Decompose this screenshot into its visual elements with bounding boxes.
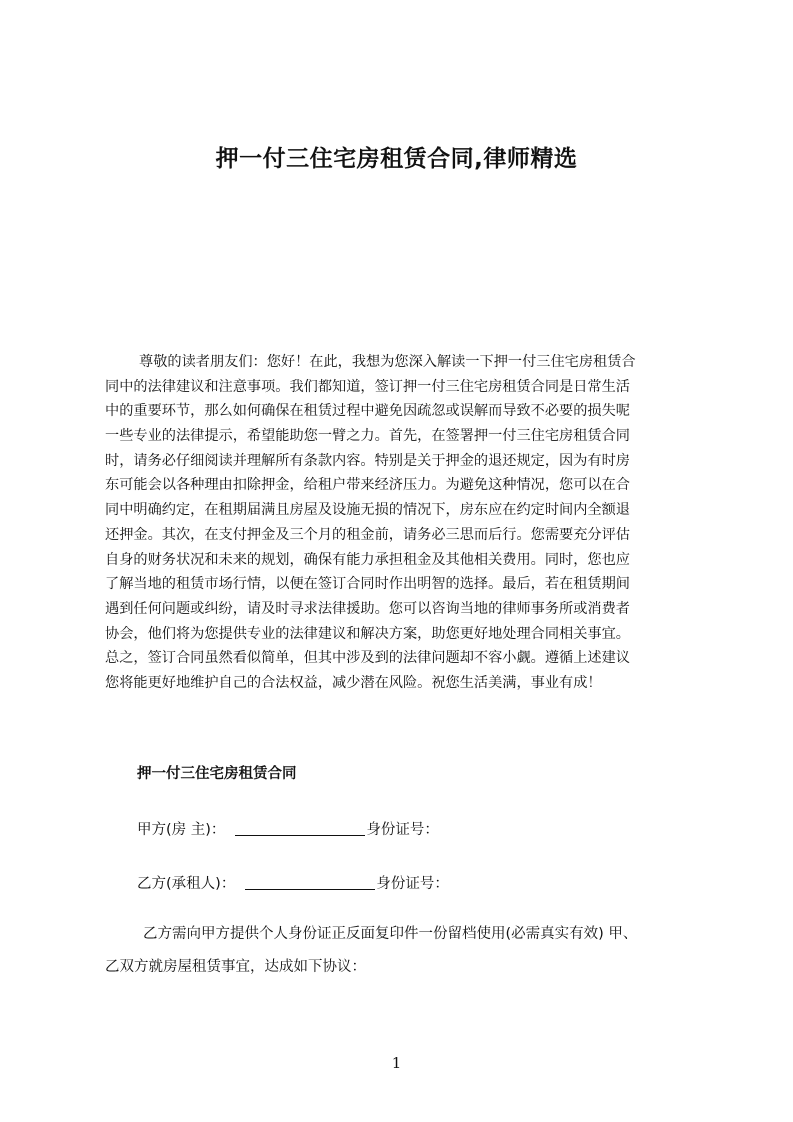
intro-line: 时，请务必仔细阅读并理解所有条款内容。特别是关于押金的退还规定，因为有时房: [105, 452, 630, 469]
intro-line: 协会，他们将为您提供专业的法律建议和解决方案，助您更好地处理合同相关事宜。: [105, 625, 630, 642]
agreement-line: 乙方需向甲方提供个人身份证正反面复印件一份留档使用(必需真实有效) 甲、: [143, 926, 638, 942]
intro-line: 遇到任何问题或纠纷，请及时寻求法律援助。您可以咨询当地的律师事务所或消费者: [105, 600, 630, 617]
party-b-blank-field: [245, 875, 375, 890]
intro-line: 东可能会以各种理由扣除押金，给租户带来经济压力。为避免这种情况，您可以在合: [105, 477, 630, 494]
document-title: 押一付三住宅房租赁合同,律师精选: [215, 146, 578, 172]
party-a-id-label: 身份证号：: [366, 822, 439, 838]
intro-line: 同中明确约定，在租期届满且房屋及设施无损的情况下，房东应在约定时间内全额退: [105, 502, 630, 519]
party-a-row: [137, 818, 439, 839]
intro-line: 中的重要环节，那么如何确保在租赁过程中避免因疏忽或误解而导致不必要的损失呢: [105, 403, 630, 420]
page-number: 1: [391, 1054, 402, 1072]
intro-line: 尊敬的读者朋友们：您好！在此，我想为您深入解读一下押一付三住宅房租赁合: [139, 354, 636, 370]
party-b-label: 乙方(承租人)：: [137, 876, 236, 892]
intro-line: 总之，签订合同虽然看似简单，但其中涉及到的法律问题却不容小觑。遵循上述建议: [105, 650, 630, 667]
intro-line: 了解当地的租赁市场行情，以便在签订合同时作出明智的选择。最后，若在租赁期间: [105, 576, 630, 593]
agreement-line: 乙双方就房屋租赁事宜，达成如下协议：: [105, 959, 366, 975]
intro-line: 还押金。其次，在支付押金及三个月的租金前，请务必三思而后行。您需要充分评估: [105, 526, 630, 543]
party-b-row: [137, 872, 449, 893]
party-a-blank-field: [235, 821, 365, 836]
party-b-id-label: 身份证号：: [376, 876, 449, 892]
party-a-label: 甲方(房 主)：: [137, 822, 226, 838]
intro-line: 同中的法律建议和注意事项。我们都知道，签订押一付三住宅房租赁合同是日常生活: [105, 378, 630, 395]
intro-line: 自身的财务状况和未来的规划，确保有能力承担租金及其他相关费用。同时，您也应: [105, 551, 630, 568]
intro-paragraph: [105, 350, 701, 696]
contract-title: 押一付三住宅房租赁合同: [137, 766, 297, 782]
intro-line: 一些专业的法律提示，希望能助您一臂之力。首先，在签署押一付三住宅房租赁合同: [105, 428, 630, 445]
agreement-paragraph: [105, 918, 705, 984]
intro-line: 您将能更好地维护自己的合法权益，减少潜在风险。祝您生活美满，事业有成！: [105, 674, 602, 691]
